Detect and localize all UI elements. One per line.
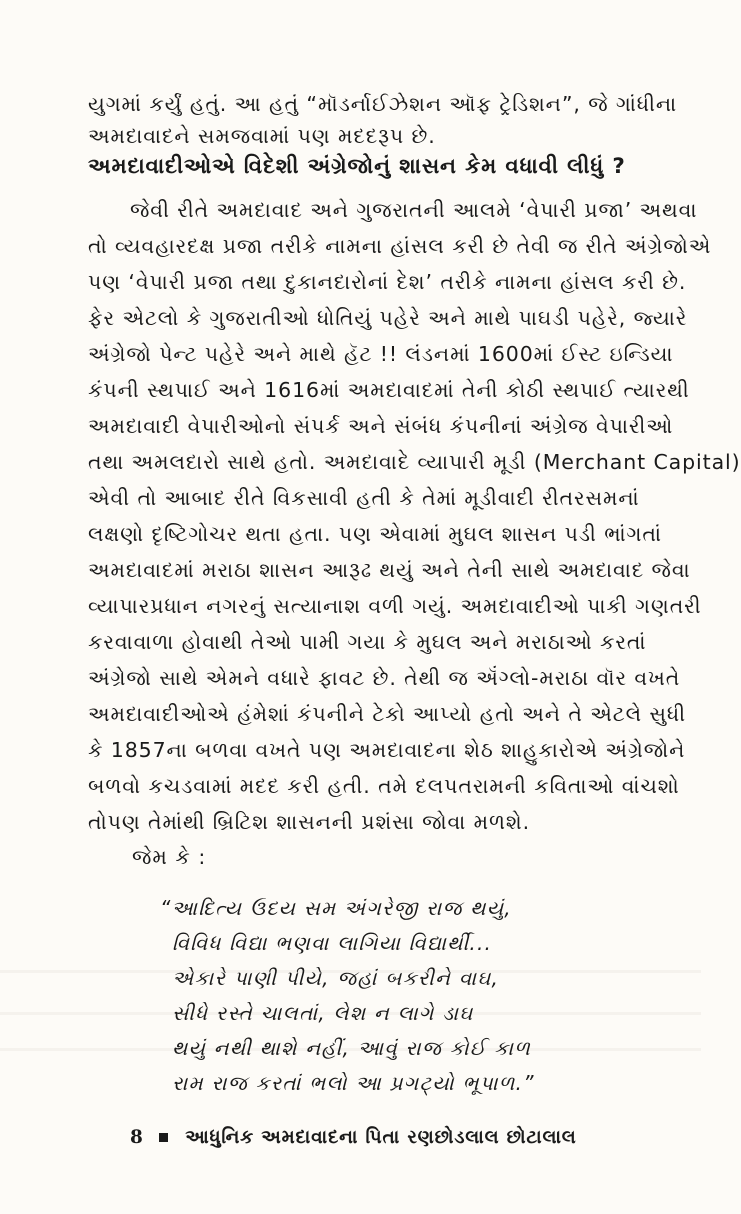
page-number: 8	[130, 1127, 144, 1148]
paragraph-line: તો વ્યવહારદક્ષ પ્રજા તરીકે નામના હાંસલ કરી છે તેવી જ રીતે અંગ્રેજોએ	[88, 234, 712, 258]
paragraph-line: કરવાવાળા હોવાથી તેઓ પામી ગયા કે મુઘલ અને મરાઠાઓ કરતાં	[88, 630, 647, 654]
paragraph-line: પણ ‘વેપારી પ્રજા તથા દુકાનદારોનાં દેશ’ તરીકે નામના હાંસલ કરી છે.	[88, 270, 687, 294]
paragraph-line: ફેર એટલો કે ગુજરાતીઓ ધોતિયું પહેરે અને માથે પાઘડી પહેરે, જ્યારે	[88, 306, 688, 330]
paragraph-line: જેવી રીતે અમદાવાદ અને ગુજરાતની આલમે ‘વેપારી પ્રજા’ અથવા	[130, 198, 698, 222]
paragraph-line: યુગમાં કર્યું હતું. આ હતું “મૉડર્નાઈઝેશન ઑફ ટ્રેડિશન”, જે ગાંધીના	[88, 92, 678, 116]
paragraph-line: અમદાવાદને સમજવામાં પણ મદદરૂપ છે.	[88, 124, 436, 148]
poem-line: સીધે રસ્તે ચાલતાં, લેશ ન લાગે ડાઘ	[172, 1001, 474, 1025]
paragraph-line: તથા અમલદારો સાથે હતો. અમદાવાદે વ્યાપારી મૂડી (Merchant Capital)	[88, 450, 741, 474]
paragraph-line: એવી તો આબાદ રીતે વિકસાવી હતી કે તેમાં મૂડીવાદી રીતરસમનાં	[88, 486, 640, 510]
running-footer	[130, 1127, 590, 1148]
paragraph-line: અમદાવાદી વેપારીઓનો સંપર્ક અને સંબંધ કંપનીનાં અંગ્રેજ વેપારીઓ	[88, 414, 674, 438]
paragraph-line: અંગ્રેજો પેન્ટ પહેરે અને માથે હૅટ !! લંડનમાં 1600માં ઈસ્ટ ઇન્ડિયા	[88, 342, 674, 366]
poem-line: “આદિત્ય ઉદય સમ અંગરેજી રાજ થયું,	[160, 896, 512, 920]
paragraph-line: અમદાવાદીઓએ હંમેશાં કંપનીને ટેકો આપ્યો હતો અને તે એટલે સુધી	[88, 702, 686, 726]
poem-line: એકારે પાણી પીયે, જહાં બકરીને વાઘ,	[172, 966, 500, 990]
paragraph-line: કે 1857ના બળવા વખતે પણ અમદાવાદના શેઠ શાહુકારોએ અંગ્રેજોને	[88, 738, 686, 762]
book-title: આધુનિક અમદાવાદના પિતા રણછોડલાલ છોટાલાલ	[185, 1127, 577, 1148]
paragraph-line: તોપણ તેમાંથી બ્રિટિશ શાસનની પ્રશંસા જોવા મળશે.	[88, 810, 531, 834]
paragraph-line: લક્ષણો દૃષ્ટિગોચર થતા હતા. પણ એવામાં મુઘલ શાસન પડી ભાંગતાં	[88, 522, 662, 546]
paragraph-line: અંગ્રેજો સાથે એમને વધારે ફાવટ છે. તેથી જ ઍંગ્લો-મરાઠા વૉર વખતે	[88, 666, 681, 690]
square-bullet-icon	[159, 1133, 168, 1142]
paragraph-line: વ્યાપારપ્રધાન નગરનું સત્યાનાશ વળી ગયું. અમદાવાદીઓ પાકી ગણતરી	[88, 594, 702, 618]
paragraph-line: બળવો કચડવામાં મદદ કરી હતી. તમે દલપતરામની કવિતાઓ વાંચશો	[88, 774, 680, 798]
poem-line: રામ રાજ કરતાં ભલો આ પ્રગટ્યો ભૂપાળ.”	[172, 1071, 535, 1095]
poem-line: થયું નથી થાશે નહીં, આવું રાજ કોઈ કાળ	[172, 1036, 532, 1060]
section-heading: અમદાવાદીઓએ વિદેશી અંગ્રેજોનું શાસન કેમ વધાવી લીધું ?	[88, 154, 626, 179]
paragraph-line: અમદાવાદમાં મરાઠા શાસન આરૂઢ થયું અને તેની સાથે અમદાવાદ જેવા	[88, 558, 691, 582]
for-example-label: જેમ કે :	[132, 845, 207, 869]
paragraph-line: કંપની સ્થપાઈ અને 1616માં અમદાવાદમાં તેની કોઠી સ્થપાઈ ત્યારથી	[88, 378, 690, 402]
poem-line: વિવિધ વિદ્યા ભણવા લાગિયા વિદ્યાર્થી...	[172, 931, 493, 955]
